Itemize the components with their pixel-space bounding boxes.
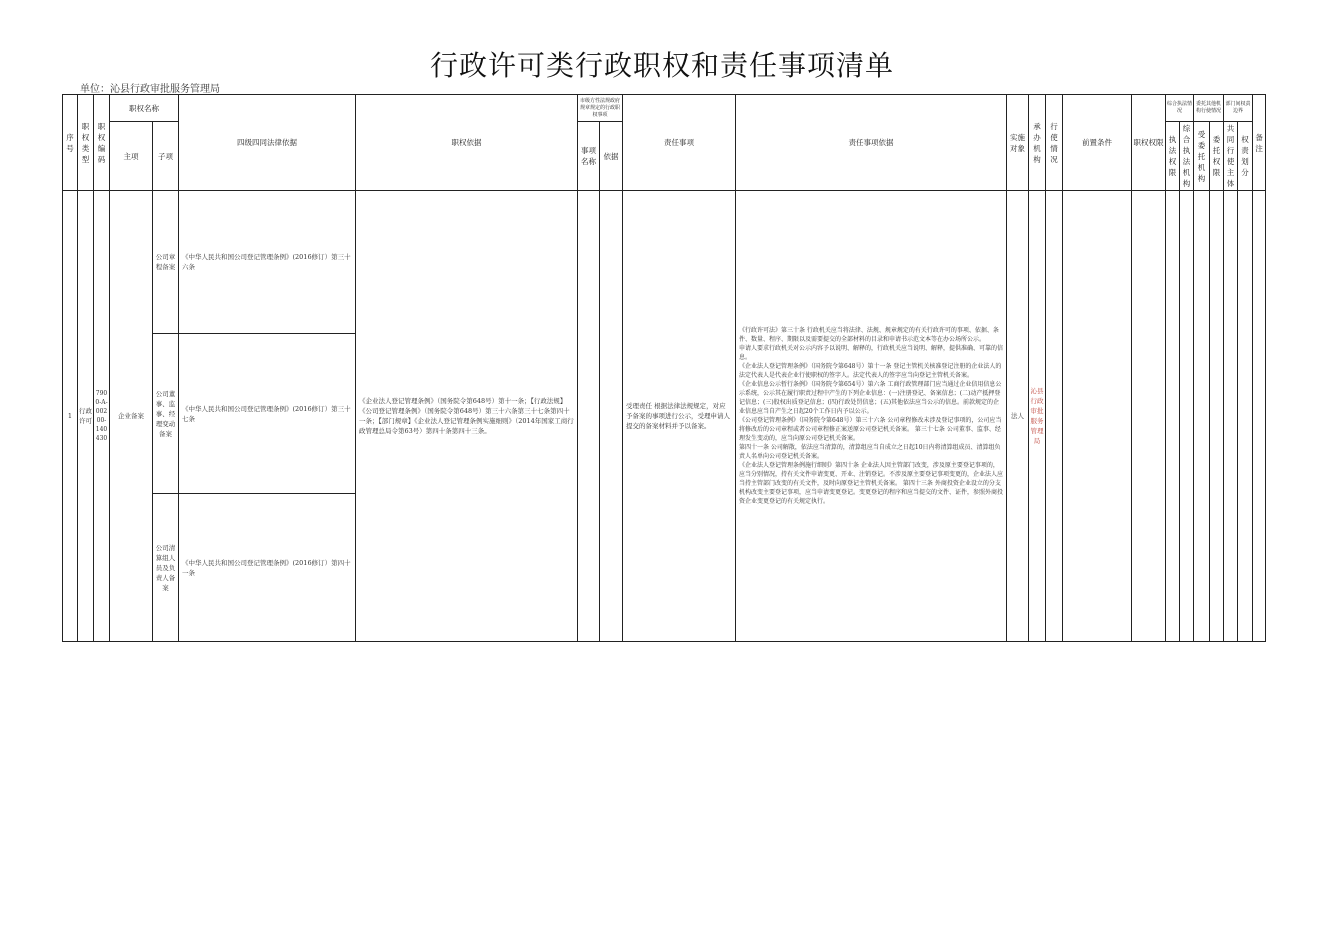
cell-basis [600,191,623,642]
cell-exercise [1046,191,1063,642]
header-power-type: 职权类型 [78,95,94,191]
cell-precondition [1063,191,1132,642]
cell-seq: 1 [63,191,78,642]
page-title: 行政许可类行政职权和责任事项清单 [429,49,894,82]
header-four-level-basis: 四级四同法律依据 [179,95,356,191]
header-org: 承办机构 [1029,95,1046,191]
cell-sub-basis-2: 《中华人民共和国公司登记管理条例》(2016修订）第三十七条 [179,334,356,494]
header-city-county-group: 市级方性法规政府规章规定的行政职权事项 [578,95,623,122]
header-joint-subject: 共同行使主体 [1224,122,1238,191]
header-main-item: 主项 [110,122,153,191]
header-exercise: 行使情况 [1046,95,1063,191]
cell-sub-item-2: 公司董事、监事、经理变动备案 [153,334,179,494]
unit-label: 单位：沁县行政审批服务管理局 [80,84,220,95]
cell-sub-basis-1: 《中华人民共和国公司登记管理条例》(2016修订）第三十六条 [179,191,356,334]
header-power-scope: 职权权限 [1132,95,1166,191]
cell-power-type: 行政许可 [78,191,94,642]
cell-division [1238,191,1253,642]
cell-org: 沁县行政审批服务管理局 [1029,191,1046,642]
header-division: 权责划分 [1238,122,1253,191]
header-precondition: 前置条件 [1063,95,1132,191]
cell-sub-item-3: 公司清算组人员及负责人备案 [153,494,179,642]
duty-list-table [62,94,1266,642]
header-dept-group: 部门间权责边界 [1224,95,1253,122]
cell-duty-basis: 《行政许可法》第三十条 行政机关应当将法律、法规、规章规定的有关行政许可的事项、依据、条件、数量、程序、期限以及需要提交的全部材料的目录和申请书示范文本等在办公场所公示。 申请人要求行政机关对公示内容予以说明、解释的，行政机关应当说明、解释，提供准确、可靠的信息。 《企业法人登记管理条例》（国务院令第648号）第十一条 登记主管机关核准登记注册的企业法人的法定代表人是代表企业行使职权的签字人。法定代表人的签字应当向登记主管机关备案。 《企业信息公示暂行条例》（国务院令第654号）第六条 工商行政管理部门应当通过企业信用信息公示系统，公示其在履行职责过程中产生的下列企业信息：(一)注册登记、备案信息；(二)动产抵押登记信息；(三)股权出质登记信息；(四)行政处罚信息；(五)其他依法应当公示的信息。前款规定的企业信息应当自产生之日起20个工作日内予以公示。 《公司登记管理条例》（国务院令第648号）第三十六条 公司章程修改未涉及登记事项的，公司应当将修改后的公司章程或者公司章程修正案送原公司登记机关备案。 第三十七条 公司董事、监事、经理发生变动的，应当向原公司登记机关备案。 第四十一条 公司解散，依法应当清算的，清算组应当自成立之日起10日内将清算组成员、清算组负责人名单向公司登记机关备案。 《企业法人登记管理条例施行细则》第四十条 企业法人因主管部门改变，涉及原主要登记事项的，应当分别情况，持有关文件申请变更、开业、注销登记。不涉及原主要登记事项变更的，企业法人应当持主管部门改变的有关文件，及时向原登记主管机关备案。 第四十三条 外商投资企业设立的分支机构改变主要登记事项，应当申请变更登记。变更登记的程序和应当提交的文件、证件，参照外商投资企业变更登记的有关规定执行。 [736,191,1007,642]
cell-law-enforcement-scope [1166,191,1180,642]
cell-sub-item-1: 公司章程备案 [153,191,179,334]
cell-target: 法人 [1007,191,1029,642]
cell-item-name [578,191,600,642]
header-duty-basis: 责任事项依据 [736,95,1007,191]
cell-entrust-scope [1210,191,1224,642]
header-power-basis: 职权依据 [356,95,578,191]
header-target: 实施对象 [1007,95,1029,191]
cell-power-basis: 《企业法人登记管理条例》（国务院令第648号）第十一条；【行政法规】《公司登记管理条例》（国务院令第648号）第三十六条第三十七条第四十一条；【部门规章】《企业法人登记管理条例实施细则》（2014年国家工商行政管理总局令第63号）第四十条第四十三条。 [356,191,578,642]
cell-comprehensive-org [1180,191,1194,642]
cell-power-code: 7900-A-00200-140430 [94,191,110,642]
cell-main-item: 企业备案 [110,191,153,642]
cell-joint-subject [1224,191,1238,642]
cell-sub-basis-3: 《中华人民共和国公司登记管理条例》(2016修订）第四十一条 [179,494,356,642]
header-power-name: 职权名称 [110,95,179,122]
cell-remark [1253,191,1266,642]
header-remark: 备注 [1253,95,1266,191]
header-duty-item: 责任事项 [623,95,736,191]
cell-entrusted-org [1194,191,1210,642]
header-sub-item: 子项 [153,122,179,191]
header-law-enforcement-scope: 执法权限 [1166,122,1180,191]
cell-duty-item: 受理责任 根据法律法规规定，对应予备案的事项进行公示，受理申请人提交的备案材料并予以备案。 [623,191,736,642]
header-basis: 依据 [600,122,623,191]
cell-power-scope [1132,191,1166,642]
header-comprehensive-org: 综合执法机构 [1180,122,1194,191]
header-seq: 序号 [63,95,78,191]
header-item-name: 事项名称 [578,122,600,191]
header-power-code: 职权编码 [94,95,110,191]
header-entrust-group: 委托其他机构行使情况 [1194,95,1224,122]
header-entrust-scope: 委托权限 [1210,122,1224,191]
header-entrusted-org: 受委托机构 [1194,122,1210,191]
header-comprehensive-group: 综合执法情况 [1166,95,1194,122]
